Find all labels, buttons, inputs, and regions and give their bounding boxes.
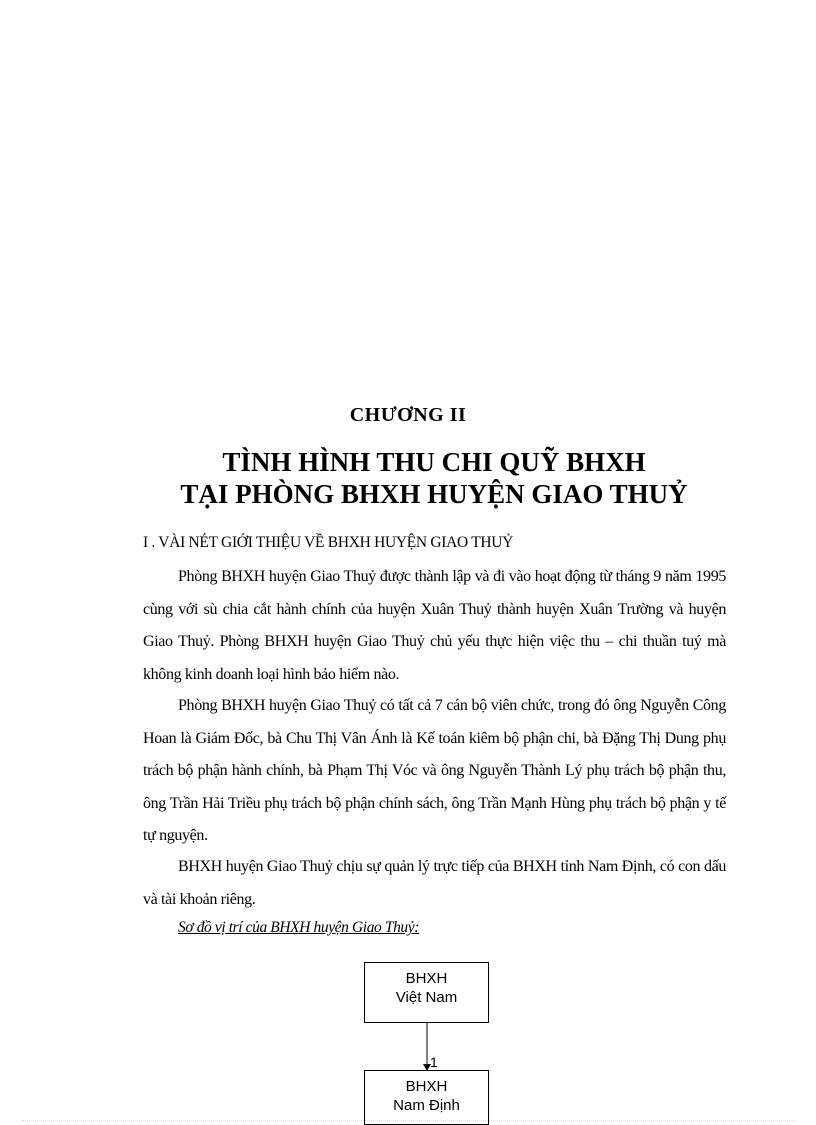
box-label: Nam Định [393,1097,460,1114]
box-label: BHXH [405,970,448,987]
diagram-arrow-label: 1 [430,1054,438,1070]
chapter-title-line-2: TẠI PHÒNG BHXH HUYỆN GIAO THUỶ [180,479,688,509]
chapter-title-line-1: TÌNH HÌNH THU CHI QUỸ BHXH [222,447,646,477]
diagram-box-bhxh-namdinh [364,1070,489,1125]
section-heading: I . VÀI NÉT GIỚI THIỆU VỀ BHXH HUYỆN GIAO THUỶ [143,534,514,551]
box-label: BHXH [405,1078,448,1095]
paragraph-3: BHXH huyện Giao Thuỷ chịu sự quản lý trực tiếp của BHXH tỉnh Nam Định, có con dấu và tài khoản riêng. [143,858,726,908]
paragraph-1: Phòng BHXH huyện Giao Thuỷ được thành lập và đi vào hoạt động từ tháng 9 năm 1995 cùng với sù chia cắt hành chính của huyện Xuân Thuỷ thành huyện Xuân Trường và huyện Giao Thuỷ. Phòng BHXH huyện Giao Thuỷ chủ yếu thực hiện việc thu – chi thuần tuý mà không kinh doanh loại hình bảo hiểm nào. [143,568,726,683]
page-bottom-divider [22,1120,794,1121]
diagram-box-bhxh-vietnam [364,962,489,1023]
box-label: Việt Nam [395,989,458,1006]
paragraph-2: Phòng BHXH huyện Giao Thuỷ có tất cả 7 cán bộ viên chức, trong đó ông Nguyễn Công Hoan là Giám Đốc, bà Chu Thị Vân Ánh là Kế toán kiêm bộ phận chi, bà Đặng Thị Dung phụ trách bộ phận hành chính, bà Phạm Thị Vóc và ông Nguyễn Thành Lý phụ trách bộ phận thu, ông Trần Hải Triều phụ trách bộ phận chính sách, ông Trần Mạnh Hùng phụ trách bộ phận y tế tự nguyện. [143,697,726,844]
diagram-caption: Sơ đồ vị trí của BHXH huyện Giao Thuỷ: [178,919,420,936]
chapter-heading: CHƯƠNG II [349,404,467,426]
